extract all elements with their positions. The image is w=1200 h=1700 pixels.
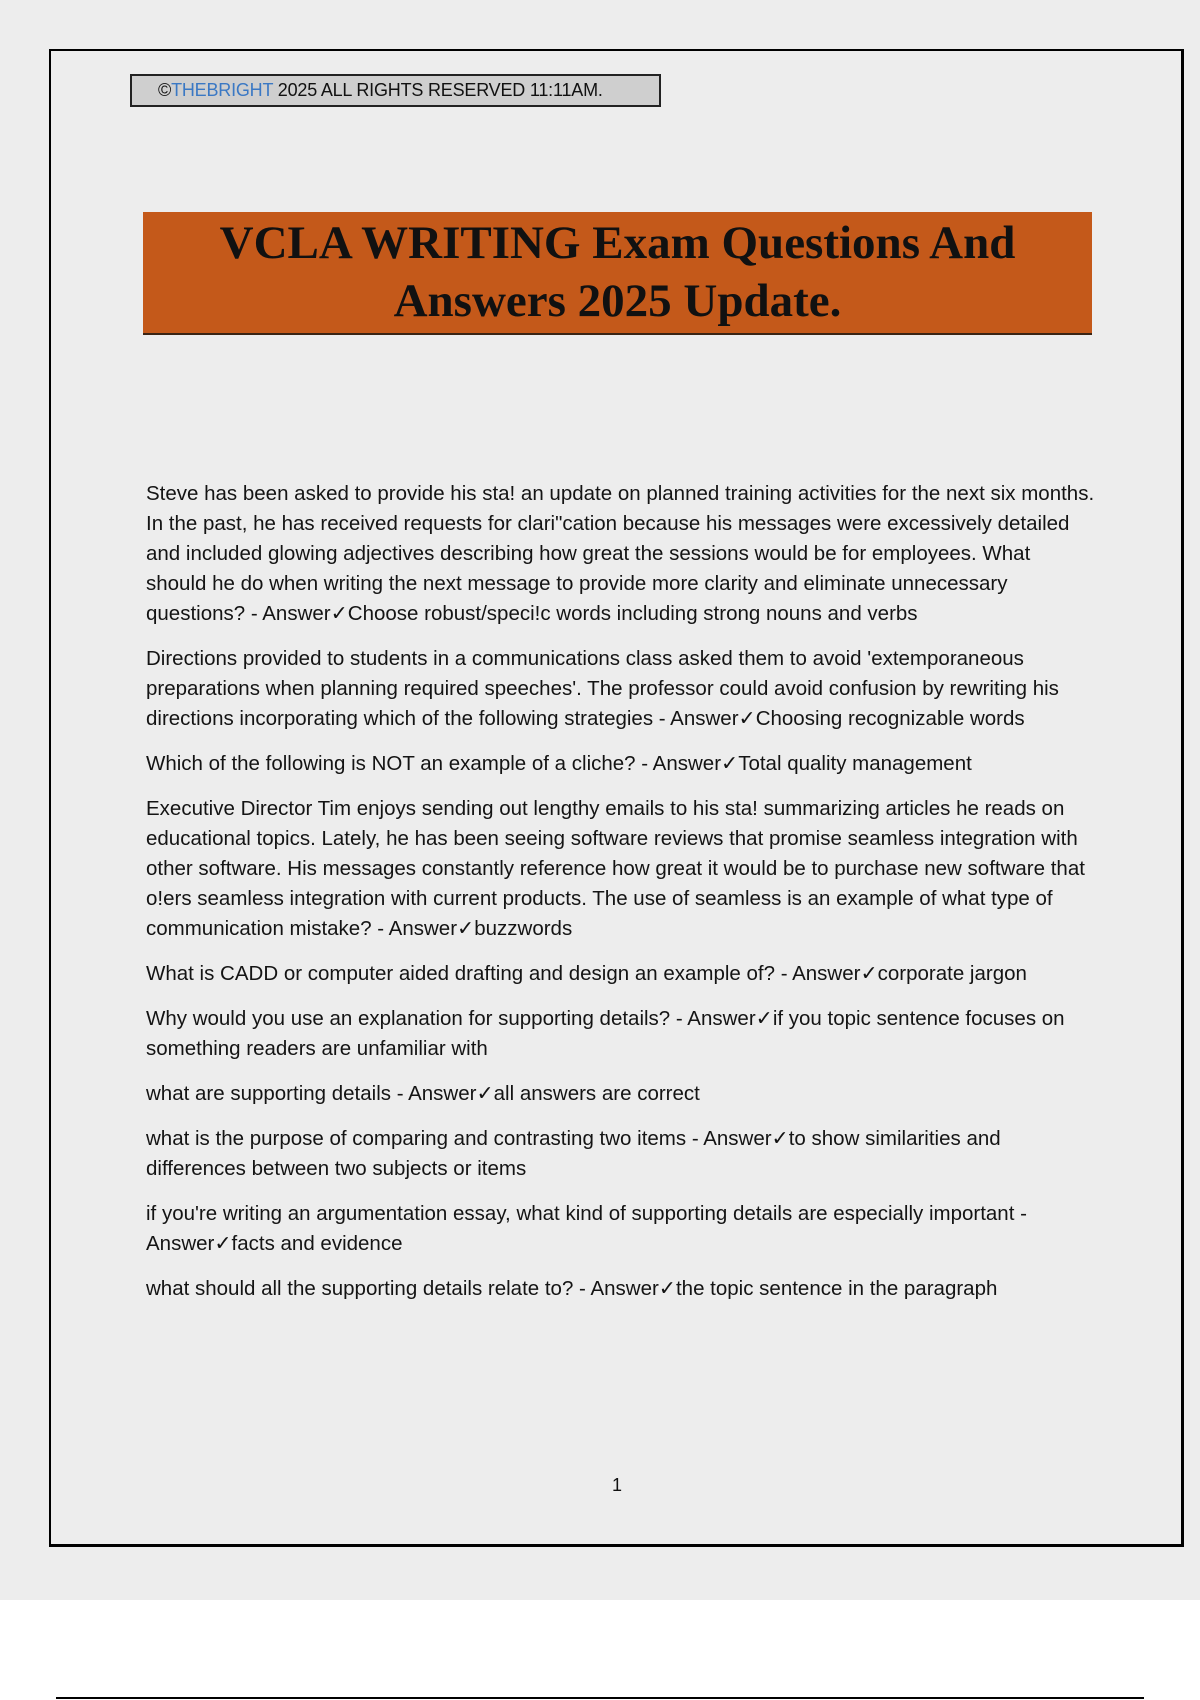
qa-item-1: Steve has been asked to provide his sta! an update on planned training activities for the next six months. In the past, he has received requests for clari"cation because his messages were excessively detailed and included glowing adjectives describing how great the sessions would be for employees. What should he do when writing the next message to provide more clarity and eliminate unnecessary questions? - Answer✓Choose robust/speci!c words including strong nouns and verbs xyxy=(146,482,1095,625)
qa-item-9: if you're writing an argumentation essay, what kind of supporting details are especially important - Answer✓facts and evidence xyxy=(146,1202,1027,1255)
qa-item-10: what should all the supporting details relate to? - Answer✓the topic sentence in the paragraph xyxy=(146,1277,998,1300)
qa-item-4: Executive Director Tim enjoys sending out lengthy emails to his sta! summarizing articles he reads on educational topics. Lately, he has been seeing software reviews that promise seamless integration with other software. His messages constantly reference how great it would be to purchase new software that o!ers seamless integration with current products. The use of seamless is an example of what type of communication mistake? - Answer✓buzzwords xyxy=(146,797,1085,940)
copyright-text: 2025 ALL RIGHTS RESERVED 11:11AM. xyxy=(272,80,603,100)
qa-item-6: Why would you use an explanation for supporting details? - Answer✓if you topic sentence focuses on something readers are unfamiliar with xyxy=(146,1007,1065,1060)
qa-item-5: What is CADD or computer aided drafting and design an example of? - Answer✓corporate jargon xyxy=(146,962,1027,985)
qa-item-7: what are supporting details - Answer✓all answers are correct xyxy=(146,1082,700,1105)
title-line-1: VCLA WRITING Exam Questions And xyxy=(219,217,1016,269)
bottom-divider xyxy=(56,1697,1144,1699)
brand-name: THEBRIGHT xyxy=(171,80,273,100)
copyright-notice xyxy=(130,74,661,107)
copyright-symbol: © xyxy=(158,80,172,100)
qa-item-2: Directions provided to students in a communications class asked them to avoid 'extemporaneous preparations when planning required speeches'. The professor could avoid confusion by rewriting his directions incorporating which of the following strategies - Answer✓Choosing recognizable words xyxy=(146,647,1059,730)
qa-item-8: what is the purpose of comparing and contrasting two items - Answer✓to show similarities and differences between two subjects or items xyxy=(146,1127,1001,1180)
title-banner xyxy=(143,212,1092,335)
qa-item-3: Which of the following is NOT an example of a cliche? - Answer✓Total quality management xyxy=(146,752,972,775)
title-line-2: Answers 2025 Update. xyxy=(393,275,842,327)
page-number: 1 xyxy=(611,1475,622,1495)
qa-list xyxy=(146,479,1096,1319)
